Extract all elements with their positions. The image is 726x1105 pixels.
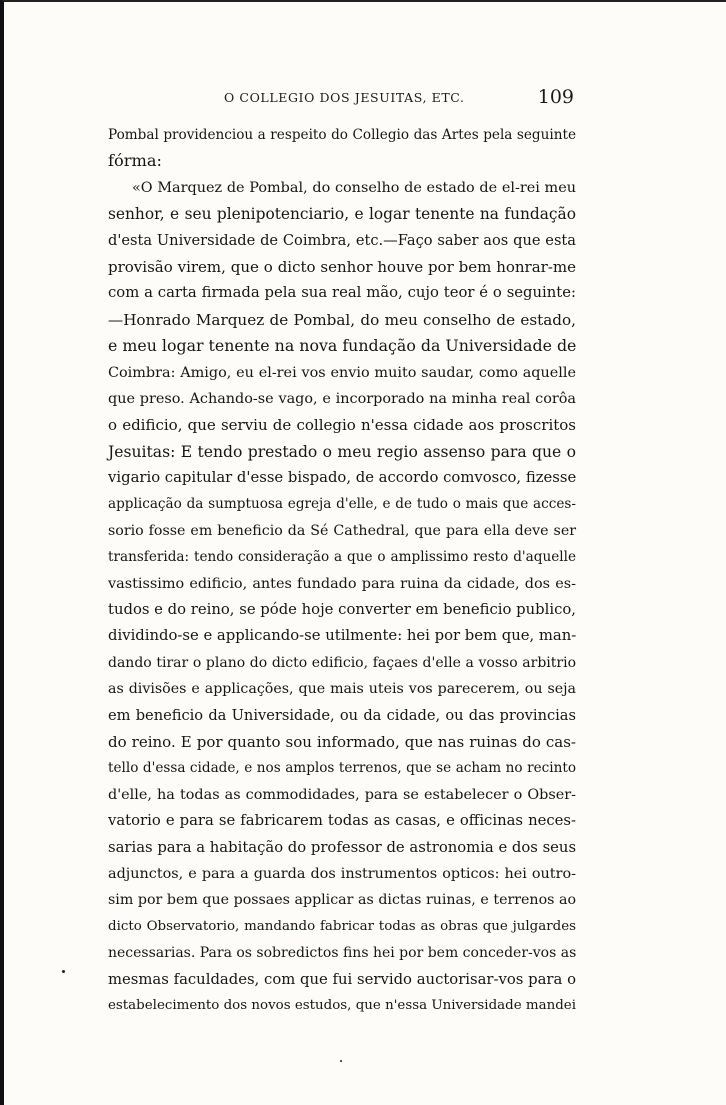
text-line: sim por bem que possaes applicar as dictas ruinas, e terrenos ao (108, 892, 576, 909)
text-line: tello d'essa cidade, e nos amplos terrenos, que se acham no recinto (108, 760, 576, 777)
text-line: do reino. E por quanto sou informado, que nas ruinas do cas- (108, 732, 576, 751)
text-line: transferida: tendo consideração a que o amplissimo resto d'aquelle (108, 549, 576, 566)
text-line: Jesuitas: E tendo prestado o meu regio assenso para que o (108, 442, 576, 461)
text-line: estabelecimento dos novos estudos, que n'essa Universidade mandei (108, 997, 576, 1013)
running-header (108, 86, 578, 116)
running-title: O COLLEGIO DOS JESUITAS, ETC. (224, 90, 465, 105)
text-line: d'esta Universidade de Coimbra, etc.—Faço saber aos que esta (108, 231, 576, 249)
text-line: vastissimo edificio, antes fundado para ruina da cidade, dos es- (108, 575, 576, 592)
text-line: Pombal providenciou a respeito do Collegio das Artes pela seguinte (108, 127, 576, 143)
text-line: «O Marquez de Pombal, do conselho de estado de el-rei meu (132, 179, 576, 196)
text-line: que preso. Achando-se vago, e incorporado na minha real corôa (108, 390, 576, 407)
text-line: fórma: (108, 151, 162, 171)
text-line: senhor, e seu plenipotenciario, e logar tenente na fundação (108, 205, 576, 224)
text-line: com a carta firmada pela sua real mão, cujo teor é o seguinte: (108, 284, 576, 302)
text-line: necessarias. Para os sobredictos fins hei por bem conceder-vos as (108, 945, 577, 962)
text-line: sorio fosse em beneficio da Sé Cathedral, que para ella deve ser (108, 522, 576, 539)
ink-speck (340, 1060, 342, 1062)
text-line: tudos e do reino, se póde hoje converter em beneficio publico, (108, 601, 576, 619)
text-line: adjunctos, e para a guarda dos instrumentos opticos: hei outro- (108, 865, 576, 882)
text-line: e meu logar tenente na nova fundação da Universidade de (108, 336, 577, 356)
text-line: o edificio, que serviu de collegio n'essa cidade aos proscritos (108, 416, 576, 435)
text-line: dicto Observatorio, mandando fabricar todas as obras que julgardes (108, 918, 576, 934)
text-line: as divisões e applicações, que mais uteis vos parecerem, ou seja (108, 681, 576, 698)
text-line: vigario capitular d'esse bispado, de accordo comvosco, fizesse (108, 469, 577, 487)
ink-speck (62, 970, 65, 973)
text-line: sarias para a habitação do professor de astronomia e dos seus (108, 838, 577, 856)
text-line: d'elle, ha todas as commodidades, para se estabelecer o Obser- (108, 786, 576, 803)
text-line: Coimbra: Amigo, eu el-rei vos envio muito saudar, como aquelle (108, 364, 576, 381)
text-line: dando tirar o plano do dicto edificio, façaes d'elle a vosso arbitrio (108, 654, 576, 671)
text-line: dividindo-se e applicando-se utilmente: hei por bem que, man- (108, 627, 577, 645)
text-line: —Honrado Marquez de Pombal, do meu conselho de estado, (108, 310, 576, 329)
text-line: provisão virem, que o dicto senhor houve por bem honrar-me (108, 257, 576, 276)
text-line: vatorio e para se fabricarem todas as casas, e officinas neces- (108, 812, 576, 830)
text-line: mesmas faculdades, com que fui servido auctorisar-vos para o (108, 970, 576, 988)
text-line: applicação da sumptuosa egreja d'elle, e de tudo o mais que acces- (108, 496, 576, 513)
body-text (108, 122, 576, 1019)
text-line: em beneficio da Universidade, ou da cidade, ou das provincias (108, 706, 576, 724)
page-number: 109 (537, 86, 574, 108)
